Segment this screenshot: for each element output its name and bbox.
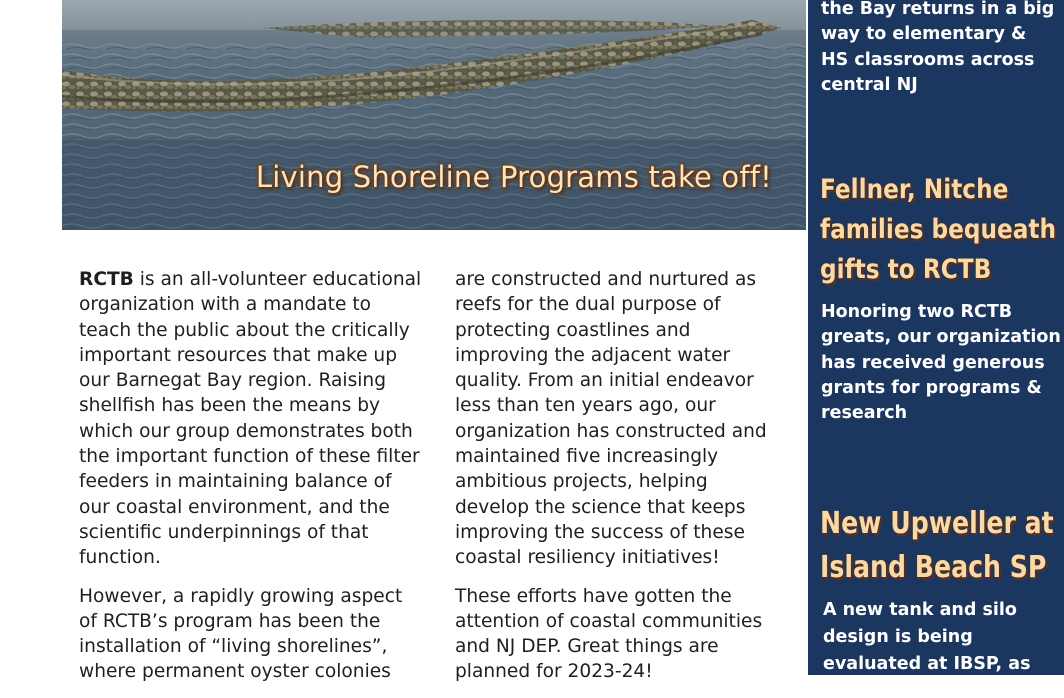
org-name: RCTB	[79, 269, 134, 290]
article-line: These efforts have gotten the	[455, 585, 732, 607]
article-line: and NJ DEP. Great things are	[455, 636, 719, 658]
article-line: where permanent oyster colonies	[79, 661, 391, 683]
article-line: planned for 2023-24!	[455, 661, 653, 683]
article-line: quality. From an initial endeavor	[455, 370, 754, 392]
article-line: installation of “living shorelines”,	[79, 636, 388, 658]
article-line: less than ten years ago, our	[455, 395, 716, 417]
sidebar-story-3-text	[823, 597, 1031, 678]
sidebar-story-1-text	[821, 0, 1054, 98]
article-line: scientific underpinnings of that	[79, 521, 369, 543]
article-line: organization has constructed and	[455, 420, 767, 442]
article-line: maintained five increasingly	[455, 446, 719, 468]
article-line: coastal resiliency initiatives!	[455, 547, 720, 569]
article-line: RCTB is an all-volunteer educational	[79, 269, 422, 290]
article-line: However, a rapidly growing aspect	[79, 585, 403, 607]
sidebar-line: way to elementary &	[821, 24, 1027, 45]
article-column-2	[455, 267, 790, 698]
article-line: shellfish has been the means by	[79, 395, 381, 417]
article-line: our Barnegat Bay region. Raising	[79, 370, 387, 392]
sidebar-line: central NJ	[821, 74, 918, 95]
sidebar-line: A new tank and silo	[823, 600, 1017, 620]
headline-line: Fellner, Nitche	[820, 174, 1009, 205]
headline-line: Island Beach SP	[820, 550, 1047, 585]
sidebar-line: the Bay returns in a big	[821, 0, 1055, 19]
article-line: reefs for the dual purpose of	[455, 294, 721, 316]
article-paragraph	[79, 584, 429, 685]
article-line: attention of coastal communities	[455, 610, 763, 632]
article-line: of RCTB’s program has been the	[79, 610, 381, 632]
headline-line: New Upweller at	[820, 506, 1054, 541]
sidebar-line: evaluated at IBSP, as	[823, 654, 1031, 674]
article-line: organization with a mandate to	[79, 294, 371, 316]
article-paragraph	[455, 267, 790, 571]
article-line: develop the science that keeps	[455, 496, 746, 518]
article-line: our coastal environment, and the	[79, 496, 390, 518]
sidebar-line: Honoring two RCTB	[821, 302, 1013, 322]
article-line: improving the adjacent water	[455, 344, 731, 366]
sidebar-line: grants for programs &	[821, 377, 1042, 398]
article-line: ambitious projects, helping	[455, 471, 708, 493]
article-column-1	[79, 267, 429, 698]
sidebar-story-3-headline[interactable]	[820, 502, 1054, 590]
sidebar-story-2-headline[interactable]	[820, 170, 1056, 290]
hero-photo	[62, 0, 806, 230]
article-line: function.	[79, 547, 161, 569]
article-line: the important function of these filter	[79, 446, 420, 468]
article-paragraph	[455, 584, 790, 685]
article-line: which our group demonstrates both	[79, 420, 413, 442]
news-sidebar	[808, 0, 1064, 675]
article-line: protecting coastlines and	[455, 319, 691, 341]
sidebar-line: has received generous	[821, 352, 1045, 373]
sidebar-line: research	[821, 403, 908, 424]
shoreline-photo-image	[62, 0, 806, 230]
sidebar-line: design is being	[823, 627, 973, 647]
hero-caption: Living Shoreline Programs take off!	[255, 160, 772, 194]
article-line: teach the public about the critically	[79, 319, 410, 341]
article-line: are constructed and nurtured as	[455, 269, 757, 290]
sidebar-line: greats, our organization	[821, 327, 1061, 348]
article-paragraph	[79, 267, 429, 571]
sidebar-line: HS classrooms across	[821, 49, 1035, 70]
article-line: improving the success of these	[455, 521, 745, 543]
article-line: feeders in maintaining balance of	[79, 471, 392, 493]
sidebar-story-2-text	[821, 300, 1061, 426]
headline-line: families bequeath	[820, 214, 1057, 245]
article-line: important resources that make up	[79, 344, 398, 366]
headline-line: gifts to RCTB	[820, 254, 992, 285]
